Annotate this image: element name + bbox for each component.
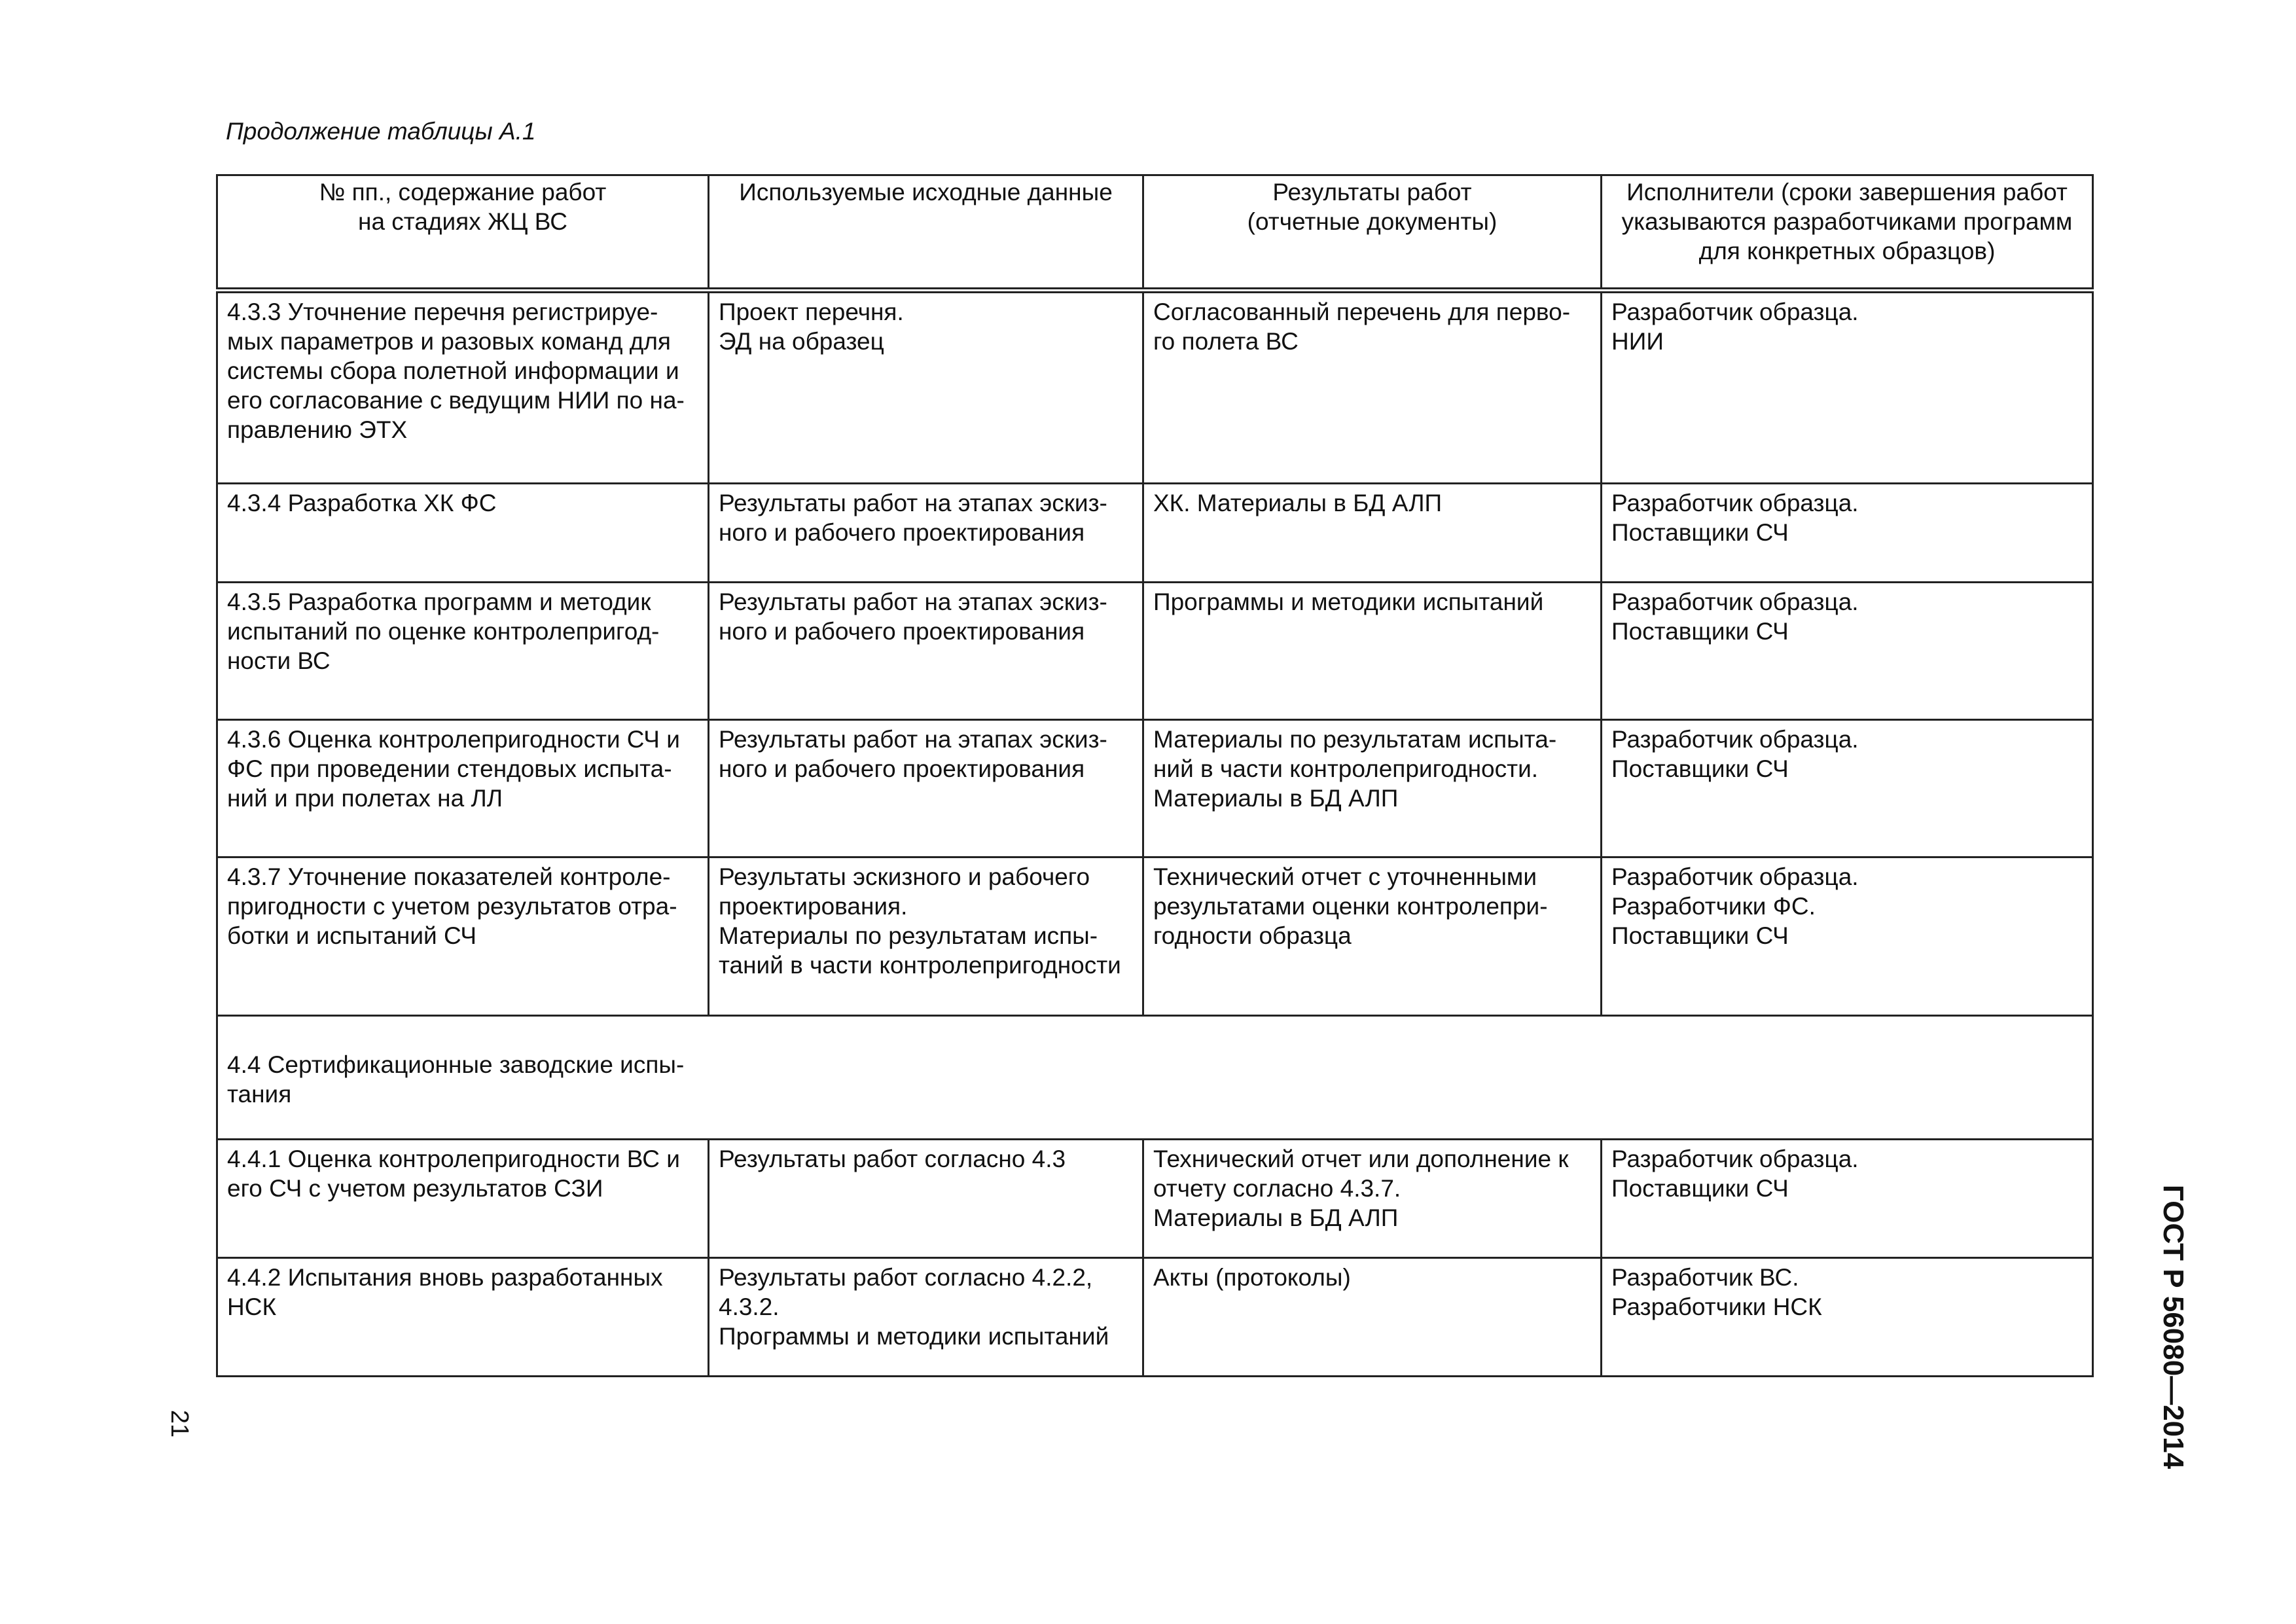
cell-work-content: 4.3.7 Уточнение показателей контроле- пригодности с учетом результатов отра- ботки и испытаний СЧ xyxy=(217,857,709,1016)
cell-input-data: Результаты работ на этапах эскиз- ного и рабочего проектирования xyxy=(709,484,1143,583)
cell-work-content: 4.3.4 Разработка ХК ФС xyxy=(217,484,709,583)
section-heading: 4.4 Сертификационные заводские испы- тания xyxy=(227,1051,685,1108)
cell-executors: Разработчик ВС. Разработчики НСК xyxy=(1602,1258,2093,1377)
cell-input-data: Проект перечня. ЭД на образец xyxy=(709,291,1143,484)
cell-work-results: Технический отчет с уточненными результатами оценки контролепри- годности образца xyxy=(1143,857,1602,1016)
cell-input-data: Результаты работ согласно 4.2.2, 4.3.2. Программы и методики испытаний xyxy=(709,1258,1143,1377)
table-row xyxy=(217,857,2093,1016)
standard-code: ГОСТ Р 56080—2014 xyxy=(2157,1184,2189,1470)
cell-executors: Разработчик образца. Поставщики СЧ xyxy=(1602,583,2093,720)
cell-work-content: 4.3.5 Разработка программ и методик испытаний по оценке контролепригод- ности ВС xyxy=(217,583,709,720)
cell-executors: Разработчик образца. Поставщики СЧ xyxy=(1602,1140,2093,1258)
cell-work-results: Согласованный перечень для перво- го полета ВС xyxy=(1143,291,1602,484)
header-work-results: Результаты работ (отчетные документы) xyxy=(1143,175,1602,291)
section-heading-cell xyxy=(217,1016,2093,1140)
cell-work-results: ХК. Материалы в БД АЛП xyxy=(1143,484,1602,583)
cell-input-data: Результаты эскизного и рабочего проектирования. Материалы по результатам испы- таний в части контролепригодности xyxy=(709,857,1143,1016)
cell-input-data: Результаты работ согласно 4.3 xyxy=(709,1140,1143,1258)
cell-work-content: 4.4.1 Оценка контролепригодности ВС и его СЧ с учетом результатов СЗИ xyxy=(217,1140,709,1258)
header-work-content: № пп., содержание работ на стадиях ЖЦ ВС xyxy=(217,175,709,291)
table-row xyxy=(217,291,2093,484)
table-caption: Продолжение таблицы А.1 xyxy=(226,118,536,145)
table-header-row xyxy=(217,175,2093,291)
table-row xyxy=(217,720,2093,857)
header-input-data: Используемые исходные данные xyxy=(709,175,1143,291)
cell-work-content: 4.3.6 Оценка контролепригодности СЧ и ФС при проведении стендовых испыта- ний и при полетах на ЛЛ xyxy=(217,720,709,857)
header-executors: Исполнители (сроки завершения работ указываются разработчиками программ для конкретных образцов) xyxy=(1602,175,2093,291)
cell-executors: Разработчик образца. Поставщики СЧ xyxy=(1602,484,2093,583)
cell-work-content: 4.4.2 Испытания вновь разработанных НСК xyxy=(217,1258,709,1377)
cell-work-results: Программы и методики испытаний xyxy=(1143,583,1602,720)
works-table xyxy=(216,174,2094,1377)
table-row xyxy=(217,1140,2093,1258)
cell-input-data: Результаты работ на этапах эскиз- ного и рабочего проектирования xyxy=(709,583,1143,720)
cell-work-results: Акты (протоколы) xyxy=(1143,1258,1602,1377)
cell-input-data: Результаты работ на этапах эскиз- ного и рабочего проектирования xyxy=(709,720,1143,857)
cell-work-results: Материалы по результатам испыта- ний в части контролепригодности. Материалы в БД АЛП xyxy=(1143,720,1602,857)
cell-work-content: 4.3.3 Уточнение перечня регистрируе- мых параметров и разовых команд для системы сбора полетной информации и его согласование с ведущим НИИ по на- правлению ЭТХ xyxy=(217,291,709,484)
section-row xyxy=(217,1016,2093,1140)
page-number: 21 xyxy=(166,1409,193,1438)
table-row xyxy=(217,583,2093,720)
cell-work-results: Технический отчет или дополнение к отчету согласно 4.3.7. Материалы в БД АЛП xyxy=(1143,1140,1602,1258)
cell-executors: Разработчик образца. Разработчики ФС. Поставщики СЧ xyxy=(1602,857,2093,1016)
cell-executors: Разработчик образца. Поставщики СЧ xyxy=(1602,720,2093,857)
table-row xyxy=(217,1258,2093,1377)
table-row xyxy=(217,484,2093,583)
cell-executors: Разработчик образца. НИИ xyxy=(1602,291,2093,484)
